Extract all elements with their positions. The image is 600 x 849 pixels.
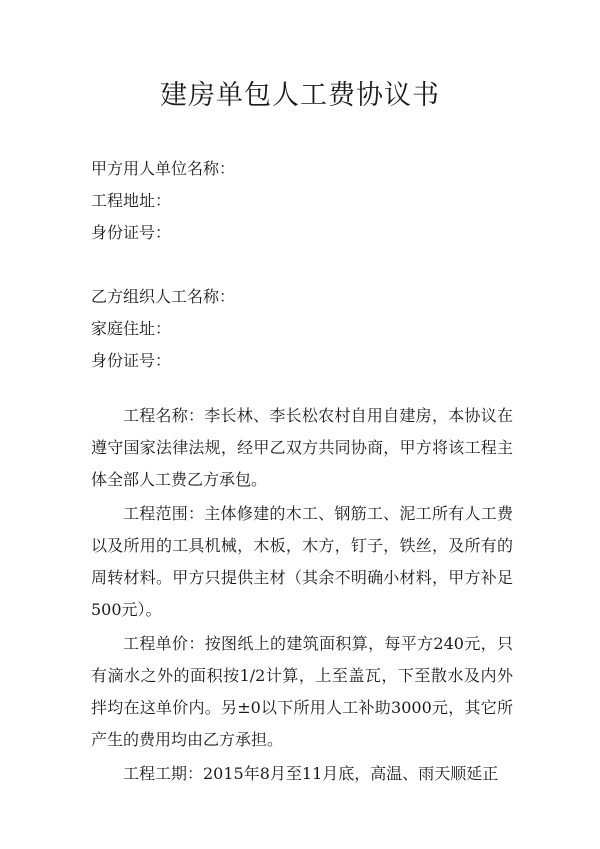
clause-schedule: 工程工期：2015年8月至11月底，高温、雨天顺延正	[123, 764, 499, 783]
party-a-id-number-label: 身份证号：	[91, 223, 172, 242]
party-a-project-address-label: 工程地址：	[91, 191, 172, 210]
clause-project-name: 工程名称：李长林、李长松农村自用自建房，本协议在遵守国家法律法规，经甲乙双方共同协商，甲方将该工程主体全部人工费乙方承包。	[91, 406, 513, 489]
clause-unit-price: 工程单价：按图纸上的建筑面积算，每平方240元，只有滴水之外的面积按1/2计算，上至盖瓦，下至散水及内外拌均在这单价内。另±0以下所用人工补助3000元，其它所产生的费用均由乙方承担。	[91, 634, 513, 749]
party-b-name-label: 乙方组织人工名称：	[91, 287, 236, 306]
clause-project-scope: 工程范围：主体修建的木工、钢筋工、泥工所有人工费以及所用的工具机械，木板，木方，钉子，铁丝，及所有的周转材料。甲方只提供主材（其余不明确小材料，甲方补足500元）。	[91, 504, 513, 619]
party-b-section	[91, 281, 531, 377]
party-a-section	[91, 153, 531, 249]
party-b-id-number-label: 身份证号：	[91, 351, 172, 370]
party-a-unit-name-label: 甲方用人单位名称：	[91, 159, 236, 178]
party-b-home-address-label: 家庭住址：	[91, 319, 172, 338]
agreement-body	[91, 400, 513, 792]
document-title: 建房单包人工费协议书	[160, 80, 440, 111]
